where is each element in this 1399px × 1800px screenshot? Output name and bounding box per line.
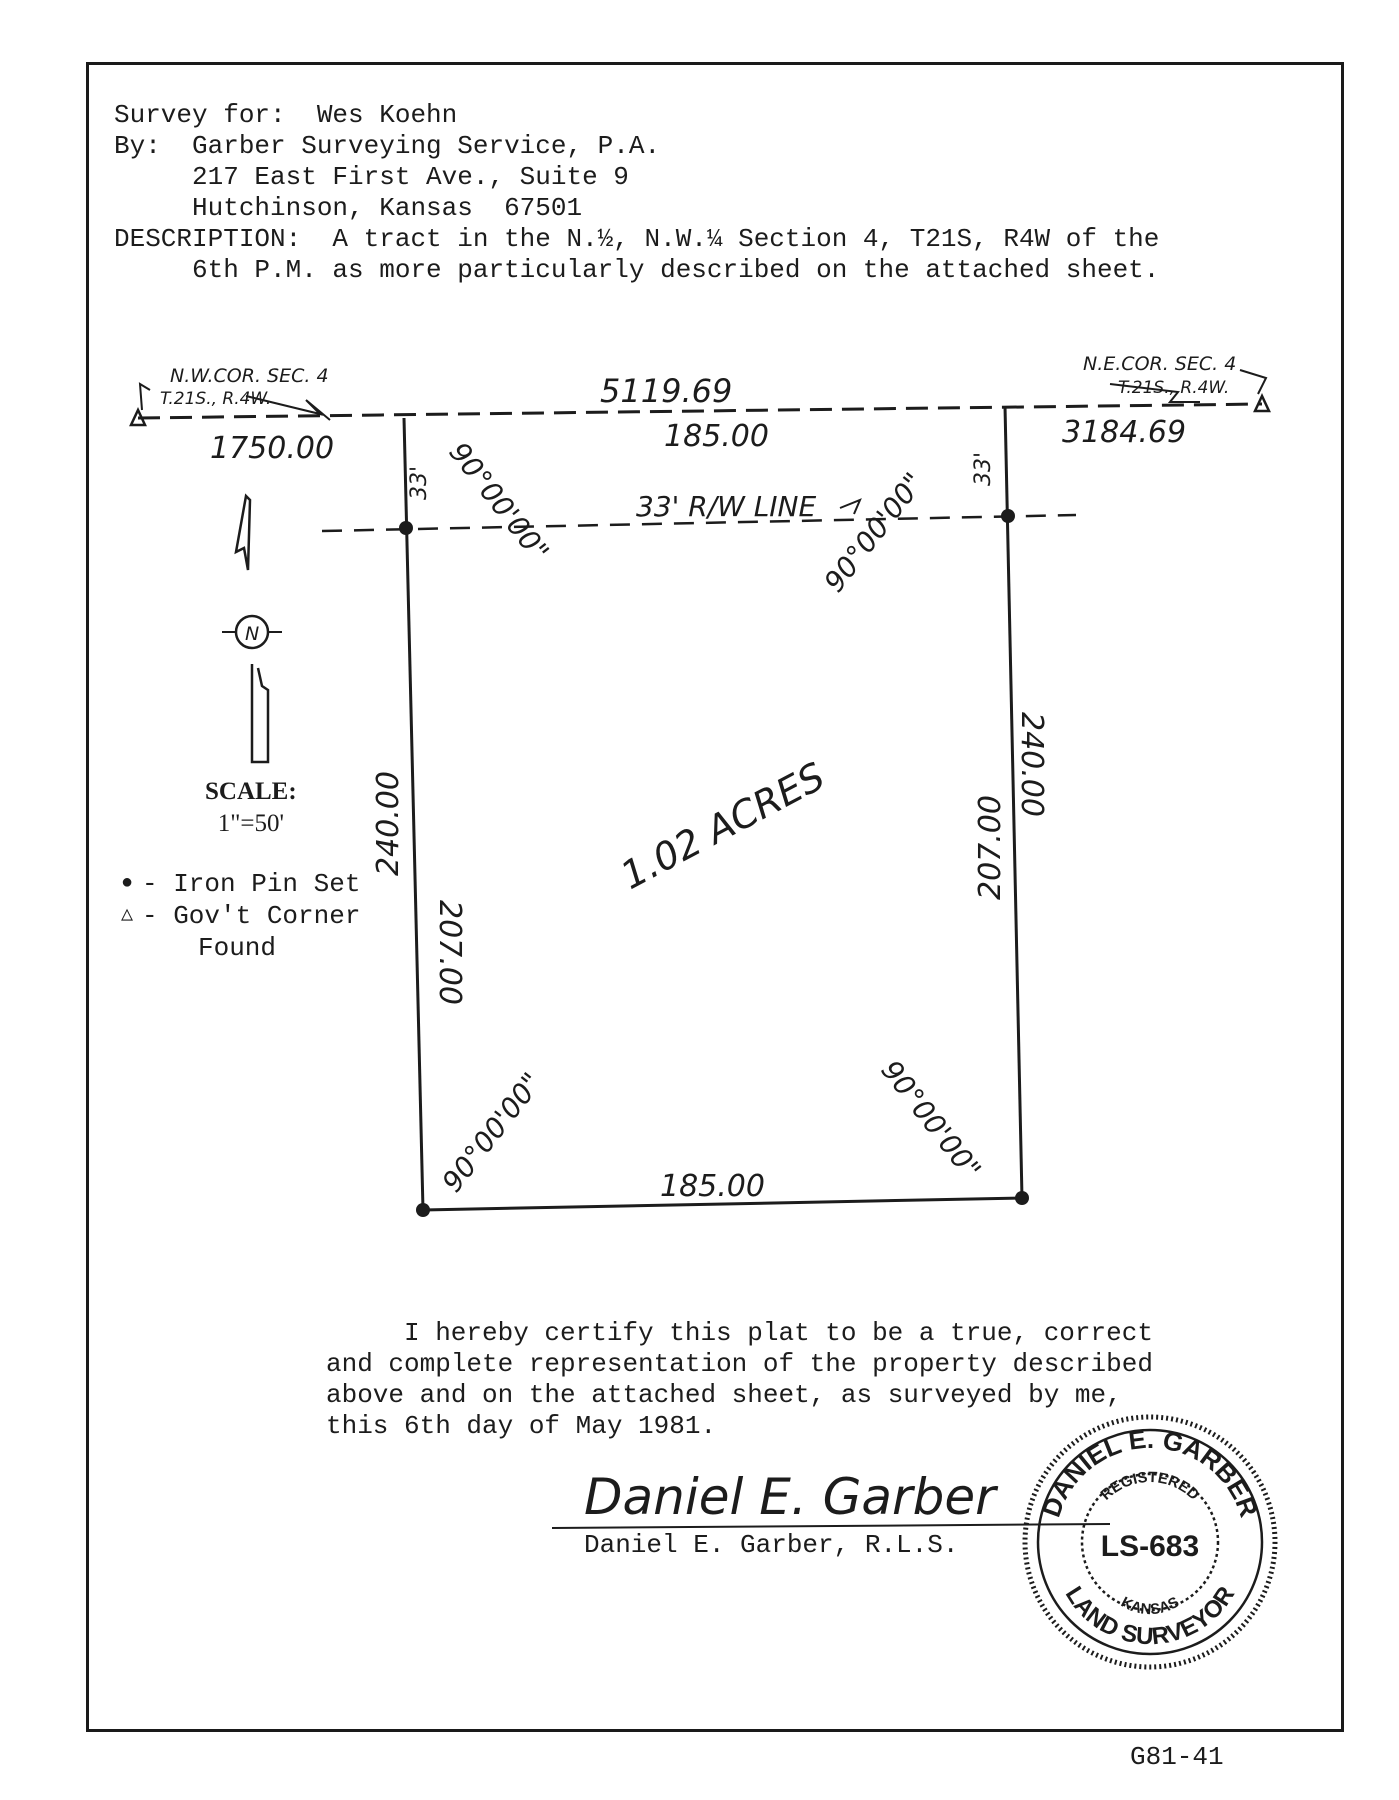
seal-title-path: LAND SURVEYOR xyxy=(1059,1581,1241,1651)
seal-state-path: KANSAS xyxy=(1118,1593,1182,1619)
bottom-width-distance: 185.00 xyxy=(660,1169,765,1204)
scale-block xyxy=(205,776,297,840)
west-boundary xyxy=(404,418,423,1210)
survey-for-line: Survey for: Wes Koehn xyxy=(114,100,458,130)
ne-corner-label-1: N.E.COR. SEC. 4 xyxy=(1083,353,1237,375)
nw-corner-label-2: T.21S., R.4W. xyxy=(160,389,272,409)
west-offset-distance: 1750.00 xyxy=(210,431,335,466)
scale-value: 1"=50' xyxy=(217,810,284,837)
west-rw-offset: 33' xyxy=(407,465,432,500)
east-tract-distance: 207.00 xyxy=(973,795,1008,900)
legend-row-iron-pin xyxy=(112,868,360,900)
angle-ne: 90°00'00" xyxy=(817,466,931,599)
certification-line-2: and complete representation of the property described xyxy=(326,1349,1153,1379)
iron-pin-nw xyxy=(399,521,413,535)
west-tract-distance: 207.00 xyxy=(432,900,467,1005)
angle-nw: 90°00'00" xyxy=(442,435,556,568)
iron-pin-ne xyxy=(1001,509,1015,523)
top-width-distance: 185.00 xyxy=(664,419,769,454)
iron-pin-icon: ● xyxy=(120,872,133,895)
nw-corner-label-1: N.W.COR. SEC. 4 xyxy=(170,365,329,387)
rw-line-label: 33' R/W LINE xyxy=(636,490,817,523)
address-line-1: 217 East First Ave., Suite 9 xyxy=(114,162,629,192)
east-offset-distance: 3184.69 xyxy=(1062,415,1187,450)
north-arrow-upper xyxy=(236,496,250,570)
legend-row-gov-corner xyxy=(112,900,360,932)
legend-gov-corner-label: - Gov't Corner xyxy=(142,901,361,931)
scale-label: SCALE: xyxy=(205,778,297,805)
description-line-1: DESCRIPTION: A tract in the N.½, N.W.¼ Section 4, T21S, R4W of the xyxy=(114,224,1160,254)
certification-line-4: this 6th day of May 1981. xyxy=(326,1411,717,1441)
area-label: 1.02 ACRES xyxy=(613,754,832,898)
rw-arrow xyxy=(840,500,860,514)
surveyor-seal xyxy=(1025,1417,1275,1667)
seal-state xyxy=(1118,1594,1182,1619)
certification-line-3: above and on the attached sheet, as surveyed by me, xyxy=(326,1380,1122,1410)
section-line-distance: 5119.69 xyxy=(600,372,733,410)
east-rw-offset: 33' xyxy=(971,451,996,486)
seal-name-path: DANIEL E. GARBER xyxy=(1035,1423,1265,1521)
surveyor-printed-name: Daniel E. Garber, R.L.S. xyxy=(584,1530,959,1560)
iron-pin-sw xyxy=(416,1203,430,1217)
ne-corner-label-2: T.21S., R.4W. xyxy=(1118,378,1230,398)
legend-found-label: Found xyxy=(198,933,277,963)
ne-corner-triangle xyxy=(1255,396,1269,411)
west-total-distance: 240.00 xyxy=(371,771,406,876)
certification-line-1: I hereby certify this plat to be a true, correct xyxy=(404,1318,1153,1348)
seal-registered-path: REGISTERED xyxy=(1097,1468,1203,1504)
nw-corner-leader xyxy=(140,384,150,410)
angle-se: 90°00'00" xyxy=(874,1053,988,1186)
handwritten-signature: Daniel E. Garber xyxy=(584,1468,996,1526)
triangle-icon: △ xyxy=(120,904,134,927)
angle-sw: 90°00'00" xyxy=(435,1066,549,1199)
north-symbol: N xyxy=(245,623,260,645)
legend-row-found xyxy=(112,932,360,964)
surveyor-line: By: Garber Surveying Service, P.A. xyxy=(114,131,661,161)
ne-corner-leader xyxy=(1240,370,1266,394)
seal-license: LS-683 xyxy=(1100,1530,1200,1563)
seal-registered xyxy=(1098,1469,1203,1504)
certification-block xyxy=(326,1318,1153,1442)
legend-iron-pin-label: - Iron Pin Set xyxy=(142,869,361,899)
north-arrow-lower xyxy=(252,664,268,762)
address-line-2: Hutchinson, Kansas 67501 xyxy=(114,193,583,223)
iron-pin-se xyxy=(1015,1191,1029,1205)
description-line-2: 6th P.M. as more particularly described on the attached sheet. xyxy=(114,255,1160,285)
document-id: G81-41 xyxy=(1130,1742,1224,1772)
east-total-distance: 240.00 xyxy=(1014,712,1049,817)
legend xyxy=(112,868,360,964)
